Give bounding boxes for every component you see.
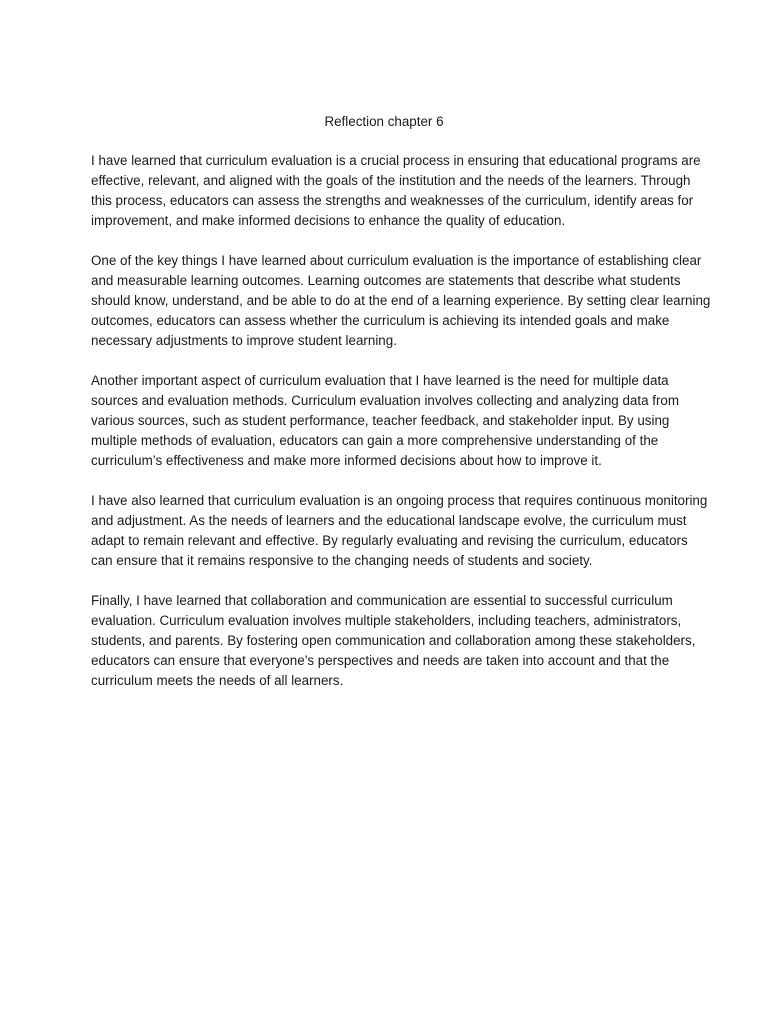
document-body xyxy=(91,151,711,711)
text-line: necessary adjustments to improve student learning. xyxy=(91,333,397,348)
text-line: curriculum meets the needs of all learners. xyxy=(91,673,344,688)
text-line: One of the key things I have learned about curriculum evaluation is the importance of establishing clear xyxy=(91,253,702,268)
text-line: outcomes, educators can assess whether the curriculum is achieving its intended goals and make xyxy=(91,313,670,328)
text-line: adapt to remain relevant and effective. By regularly evaluating and revising the curriculum, educators xyxy=(91,533,688,548)
paragraph-2 xyxy=(91,251,711,351)
text-line: Finally, I have learned that collaboration and communication are essential to successful curriculum xyxy=(91,593,673,608)
text-line: should know, understand, and be able to do at the end of a learning experience. By setting clear learning xyxy=(91,293,711,308)
text-line: educators can ensure that everyone’s perspectives and needs are taken into account and that the xyxy=(91,653,670,668)
text-line: evaluation. Curriculum evaluation involves multiple stakeholders, including teachers, administrators, xyxy=(91,613,682,628)
paragraph-4 xyxy=(91,491,708,571)
text-line: and measurable learning outcomes. Learning outcomes are statements that describe what students xyxy=(91,273,681,288)
document-title: Reflection chapter 6 xyxy=(324,114,444,129)
text-line: students, and parents. By fostering open communication and collaboration among these stakeholders, xyxy=(91,633,696,648)
text-line: curriculum’s effectiveness and make more informed decisions about how to improve it. xyxy=(91,453,602,468)
text-line: multiple methods of evaluation, educators can gain a more comprehensive understanding of the xyxy=(91,433,659,448)
text-line: can ensure that it remains responsive to the changing needs of students and society. xyxy=(91,553,593,568)
text-line: and adjustment. As the needs of learners and the educational landscape evolve, the curriculum must xyxy=(91,513,687,528)
text-line: this process, educators can assess the strengths and weaknesses of the curriculum, identify areas for xyxy=(91,193,694,208)
text-line: effective, relevant, and aligned with the goals of the institution and the needs of the learners. Through xyxy=(91,173,691,188)
text-line: improvement, and make informed decisions to enhance the quality of education. xyxy=(91,213,566,228)
text-line: I have learned that curriculum evaluation is a crucial process in ensuring that educational programs are xyxy=(91,153,701,168)
paragraph-5 xyxy=(91,591,696,691)
text-line: various sources, such as student performance, teacher feedback, and stakeholder input. By using xyxy=(91,413,670,428)
text-line: I have also learned that curriculum evaluation is an ongoing process that requires continuous monitoring xyxy=(91,493,708,508)
paragraph-1 xyxy=(91,151,701,231)
paragraph-3 xyxy=(91,371,687,471)
text-line: Another important aspect of curriculum evaluation that I have learned is the need for multiple data xyxy=(91,373,669,388)
text-line: sources and evaluation methods. Curriculum evaluation involves collecting and analyzing data from xyxy=(91,393,680,408)
